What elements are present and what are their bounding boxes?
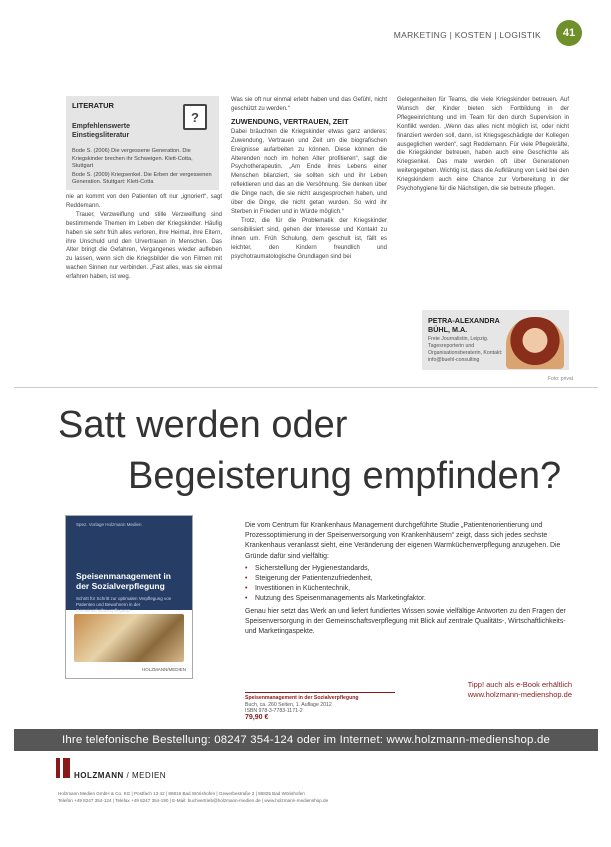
question-document-icon: ? — [183, 104, 207, 130]
publisher-footer: Holzmann Medien GmbH & Co. KG | Postfach 13 42 | 86816 Bad Wörishofen | Gewerbestraße 2 | 86825 Bad Wörishofen Telefon +49 8247 354-124 | Telefax +49 8247 354-190 | E-Mail: buchvertrieb@holzmann-medien.de | www.holzmann-medienshop.de — [58, 791, 329, 803]
order-rule — [245, 692, 395, 693]
ad-bullet-list — [245, 564, 575, 605]
paragraph: Was sie oft nur einmal erlebt haben und das Gefühl, nicht geschützt zu werden.“ — [231, 97, 387, 112]
book-photo — [74, 614, 184, 662]
author-role: Freie Journalistin, Leipzig. Tagesreporterin und Organisationsberaterin, Kontakt: info@buehl-consulting — [428, 336, 503, 363]
ad-outro: Genau hier setzt das Werk an und liefert fundiertes Wissen sowie vielfältige Antworten zu den Fragen der Speisenversorgung in der Gemeinschaftsverpflegung mit Blick auf zentrale Qualitäts-, Wirtschaftlichkeits- und Marketingaspekte. — [245, 607, 566, 636]
ad-headline-2: Begeisterung empfinden? — [128, 455, 562, 497]
ad-text — [245, 521, 575, 637]
book-title: Speisenmanagement in der Sozialverpflegung — [76, 571, 171, 591]
book-subtitle: Schritt für Schritt zur optimalen Verpflegung von Patienten und Bewohnern in der Gemeinschaftsverpflegung — [76, 596, 172, 613]
author-portrait — [506, 317, 564, 369]
publisher-logo — [74, 771, 166, 780]
article-column-2 — [231, 96, 387, 261]
order-details: Buch, ca. 260 Seiten, 1. Auflage 2012 ISBN 978-3-7783-1171-2 — [245, 701, 332, 714]
section-header: MARKETING | KOSTEN | LOGISTIK — [393, 30, 541, 40]
literature-source: Bode S. (2009) Kriegsenkel. Die Erben der vergessenen Generation. Stuttgart: Klett-Cotta — [72, 171, 212, 185]
paragraph: nie an kommt von den Patienten oft nur „ignoriert“, sagt Reddemann. — [66, 194, 222, 209]
divider — [14, 387, 598, 388]
ad-intro: Die vom Centrum für Krankenhaus Management durchgeführte Studie „Patientenorientierung und Prozessoptimierung in der Speisenversorgung von Krankenhäusern“ zeigt, dass sich jedes sechste Krankenhaus veranlasst sieht, eine Veränderung der eigenen Warmküchenverpflegung anzugehen. Die Gründe dafür sind vielfältig: — [245, 522, 561, 560]
literature-sources — [72, 148, 212, 188]
order-title: Speisenmanagement in der Sozialverpflegung — [245, 695, 359, 701]
shop-link[interactable]: www.holzmann-medienshop.de — [467, 690, 572, 699]
logo-word: HOLZMANN — [74, 771, 124, 780]
book-topline: Spez. Vorlage Holzmann Medien — [76, 522, 142, 527]
book-publisher: HOLZMANN/MEDIEN — [141, 667, 186, 672]
paragraph: Trotz, die für die Problematik der Kriegskinder sensibilisiert sind, gehen der Interesse und Kontakt zu ihnen um. Früh Schulung, dem geschult ist, fällt es leichter, den Kindern freundlich und psychotraumatologische Grundlagen sind bei — [231, 217, 387, 260]
logo-suffix: / MEDIEN — [126, 771, 167, 780]
paragraph: Trauer, Verzweiflung und stille Verzweiflung sind bestimmende Themen im Leben der Kriegskinder. Häufig haben sie sehr früh alles verloren, ihre Heimat, ihre Eltern, ihre Unschuld und den Urvertrauen in Menschen. Das Alter bringt die Gefahren, Vergangenes wieder aufleben zu lassen, wenn sich die Kriegsbilder die von Filmen mit wachen Sinnen nur verbinden. „Fast alles, was sie einmal erfahren haben, ist weg. — [66, 211, 222, 281]
photo-credit: Foto: privat — [548, 376, 574, 382]
article-column-3 — [397, 96, 569, 194]
ebook-line: Tipp! auch als e-Book erhältlich — [467, 680, 572, 689]
ad-bullet: • Nutzung des Speisenmanagements als Marketingfaktor. — [245, 594, 575, 604]
publisher-logo-icon — [56, 758, 70, 778]
literature-subtitle: Empfehlenswerte Einstiegsliteratur — [72, 123, 130, 139]
page-number-badge: 41 — [556, 20, 582, 46]
ad-bullet: • Investitionen in Küchentechnik, — [245, 584, 575, 594]
literature-title: LITERATUR — [72, 101, 114, 110]
ad-bullet: • Steigerung der Patientenzufriedenheit, — [245, 574, 575, 584]
ad-headline-1: Satt werden oder — [58, 404, 348, 446]
author-name: PETRA-ALEXANDRA BÜHL, M.A. — [428, 316, 500, 334]
section-heading: ZUWENDUNG, VERTRAUEN, ZEIT — [231, 116, 349, 126]
paragraph: Gelegenheiten für Teams, die viele Kriegskinder betreuen. Auf Wunsch der Kinder bieten sich Fortbildung in der Pflegeeinrichtung und im Team für den durch Supervision in Konflikt werden. „Wenn das alles nicht möglich ist, oder nicht finanziert werden soll, dann, ist Kriegsgeschädigte der Kollegen ausgeglichen werden“, sagt Reddemann. Für viele Pflegekräfte, die Kriegskinder betreuen, haben auch eine Geschichte als Kriegsenkel. Das mate werden oft über Generationen weitergegeben. Wichtig ist, dass die Aufklärung von Leid bei den Kriegskindern auch eine Chance zur Vorbereitung in der Psychohygiene für die Nächstigen, die sie betreute pflegen. — [397, 97, 569, 193]
literature-source: Bode S. (2006) Die vergessene Generation. Die Kriegskinder brechen ihr Schweigen. Klett-Cotta, Stuttgart — [72, 148, 193, 169]
book-cover — [65, 515, 193, 679]
order-info — [245, 692, 395, 715]
ad-bullet: • Sicherstellung der Hygienestandards, — [245, 564, 575, 574]
paragraph: Dabei bräuchten die Kriegskinder etwas ganz anderes: Zuwendung, Vertrauen und Zeit um die biografischen Ereignisse aufarbeiten zu können. Diese können die Alterenden noch im hohen Alter profitieren“, sagt die Psychotherapeutin. „Am Ende ihres Lebens einer Menschen bilanziert, sie sollten sich und ihr Leben reflektieren und das an die Versöhnung. Sie denken über die Dinge nach, die sie nicht ausgesprochen haben, und über die Dinge, die nicht getan wurden. So wird ihr Sterben in Frieden und in Würde möglich.“ — [231, 128, 387, 215]
article-column-1 — [66, 193, 222, 282]
price: 79,90 € — [245, 714, 269, 721]
order-bar[interactable]: Ihre telefonische Bestellung: 08247 354-124 oder im Internet: www.holzmann-medienshop.de — [14, 729, 598, 751]
ebook-note — [431, 680, 572, 700]
